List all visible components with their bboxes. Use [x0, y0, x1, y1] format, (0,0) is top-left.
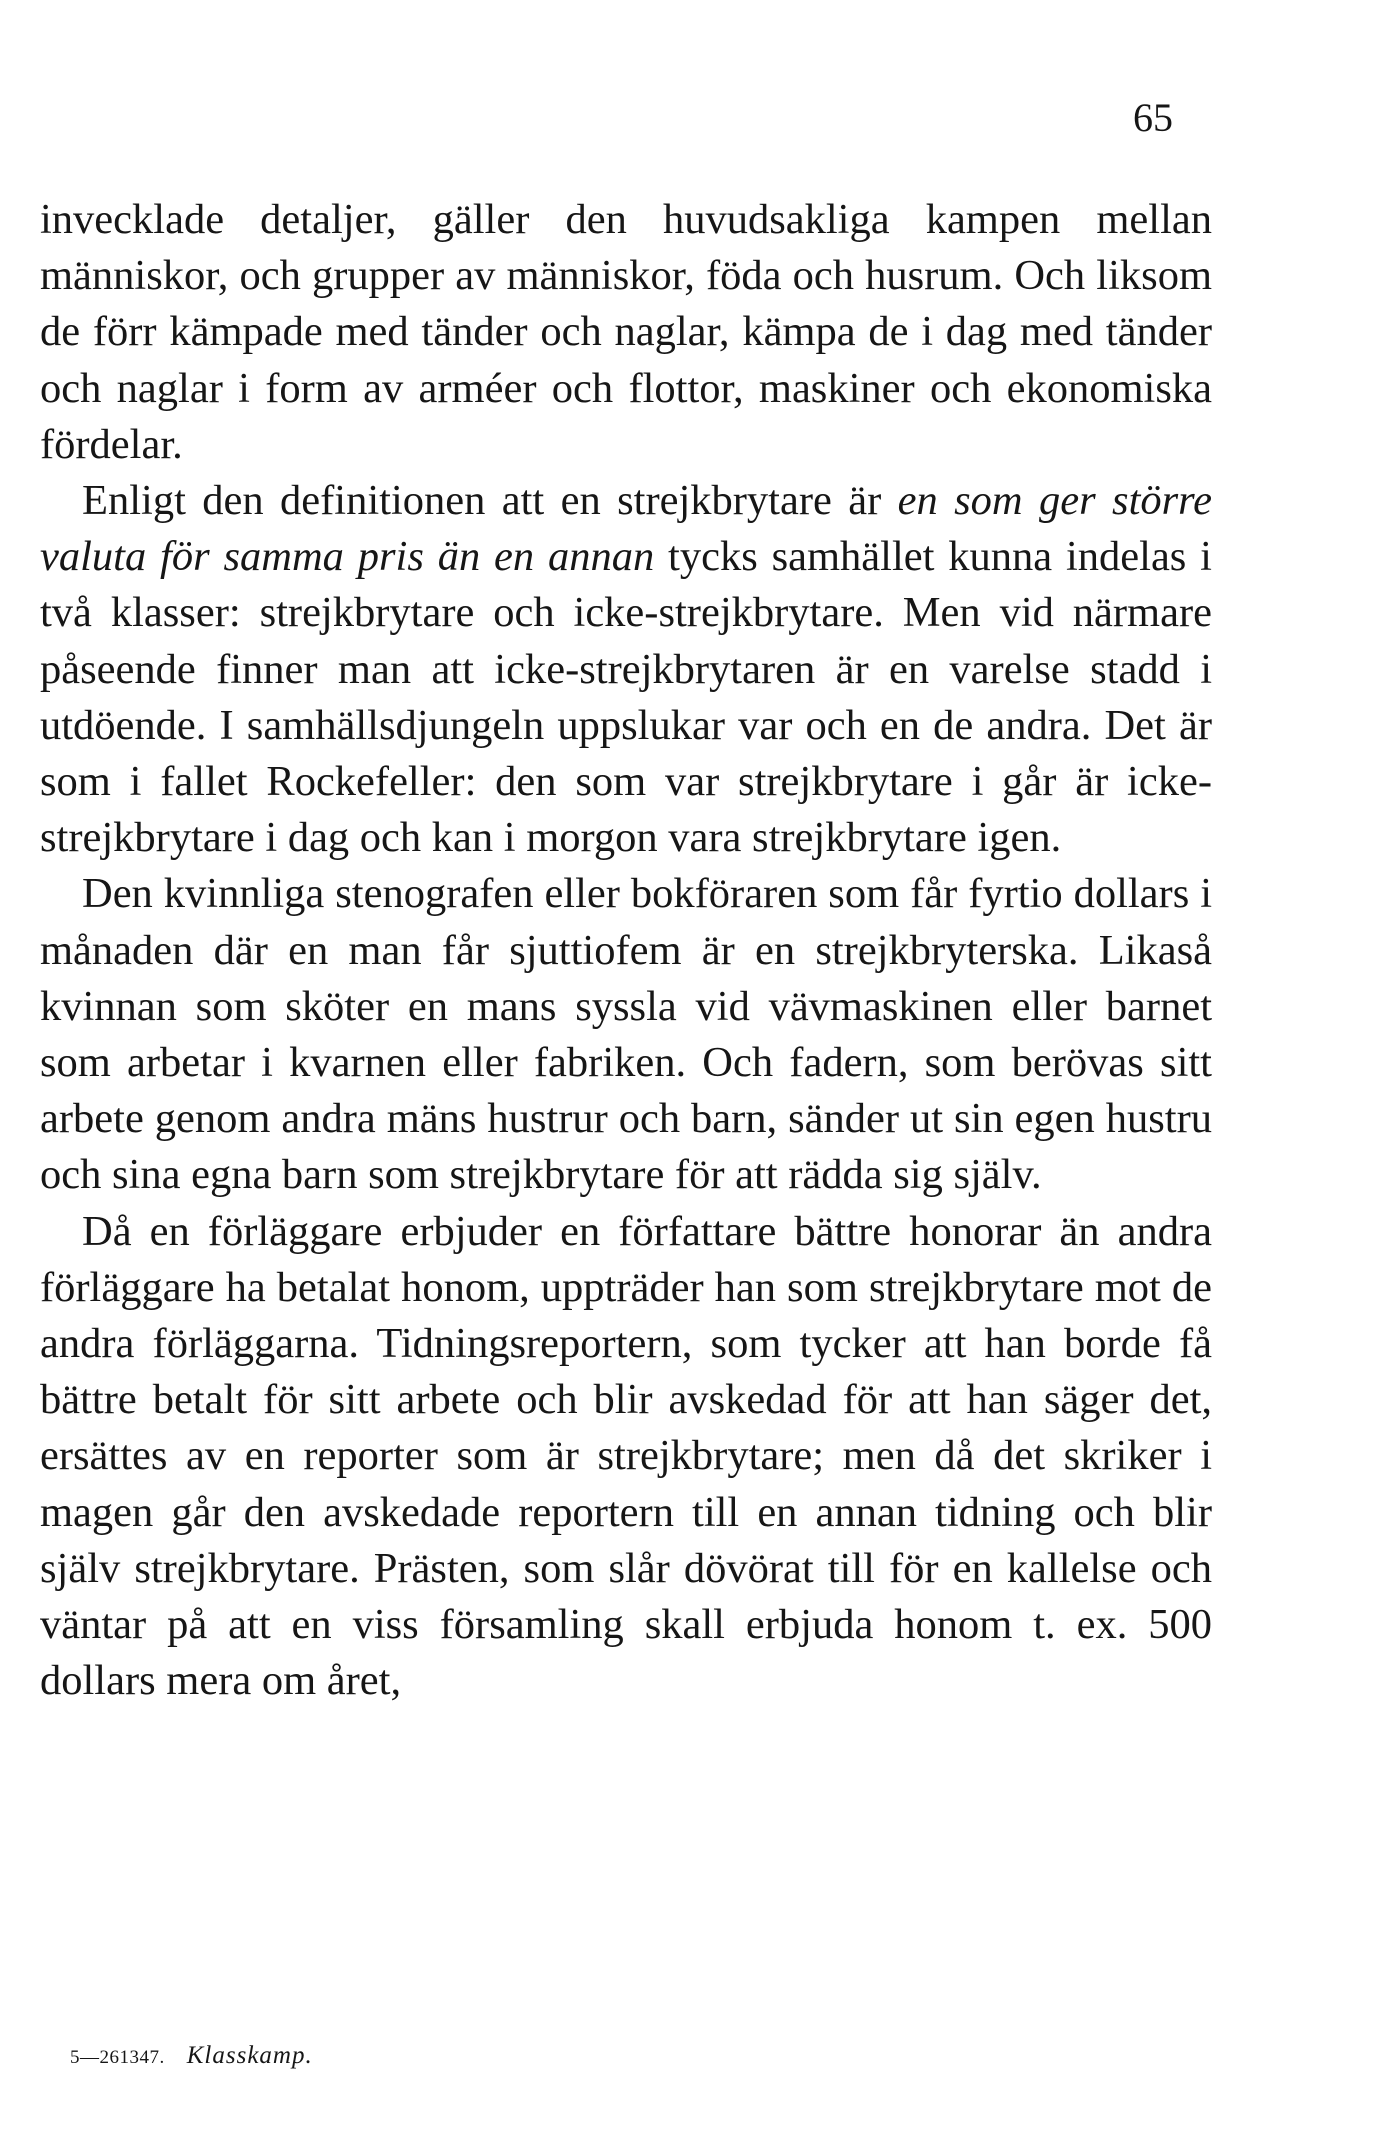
- body-text: [40, 192, 1212, 1709]
- text-run: Då en förläggare erbjuder en författare bättre honorar än andra förläggare ha betalat honom, uppträder han som strejkbrytare mot de andra förläggarna. Tidningsreportern, som tycker att han borde få bättre betalt för sitt arbete och blir avskedad för att han säger det, ersättes av en reporter som är strejkbrytare; men då det skriker i magen går den avskedade reportern till en annan tidning och blir själv strejkbrytare. Prästen, som slår dövörat till för en kallelse och väntar på att en viss församling skall erbjuda honom t. ex. 500 dollars mera om året,: [40, 1207, 1212, 1705]
- text-run: Den kvinnliga stenografen eller bokföraren som får fyrtio dollars i månaden där en man får sjuttiofem är en strejkbryterska. Likaså kvinnan som sköter en mans syssla vid vävmaskinen eller barnet som arbetar i kvarnen eller fabriken. Och fadern, som berövas sitt arbete genom andra mäns hustrur och barn, sänder ut sin egen hustru och sina egna barn som strejkbrytare för att rädda sig själv.: [40, 870, 1212, 1199]
- text-run: Enligt den definitionen att en strejkbrytare är: [82, 477, 898, 525]
- paragraph: [40, 866, 1212, 1203]
- page-footer: [70, 2043, 313, 2068]
- page-number: 65: [1133, 95, 1173, 140]
- running-title: Klasskamp.: [186, 2042, 313, 2069]
- text-run: tycks samhället kunna indelas i två klasser: strejkbrytare och icke-strejkbrytare. Men vid närmare påseende finner man att icke-strejkbrytaren är en varelse stadd i utdöende. I samhällsdjungeln uppslukar var och en de andra. Det är som i fallet Rockefeller: den som var strejkbrytare i går är icke-strejkbrytare i dag och kan i morgon vara strejkbrytare igen.: [40, 533, 1212, 862]
- printer-signature: 5—261347.: [70, 2047, 165, 2068]
- paragraph: [40, 192, 1212, 473]
- paragraph: [40, 473, 1212, 866]
- emphasized-text: en som ger större valuta för samma pris än en annan: [40, 477, 1212, 581]
- paragraph: [40, 1204, 1212, 1710]
- text-run: invecklade detaljer, gäller den huvudsakliga kampen mellan människor, och grupper av människor, föda och husrum. Och liksom de förr kämpade med tänder och naglar, kämpa de i dag med tänder och naglar i form av arméer och flottor, maskiner och ekonomiska fördelar.: [40, 196, 1212, 468]
